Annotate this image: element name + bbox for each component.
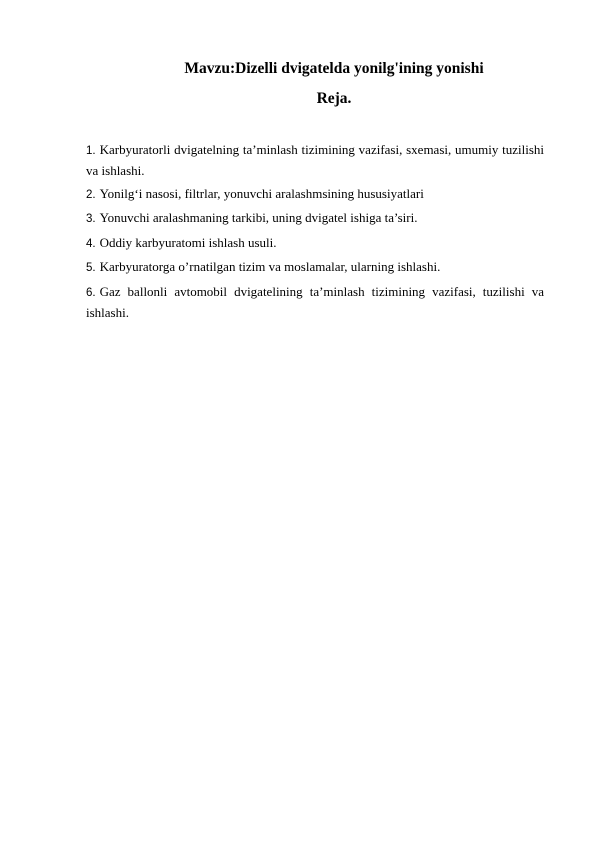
plan-item-number: 4. (86, 237, 96, 250)
plan-item-number: 3. (86, 213, 96, 225)
document-title: Mavzu:Dizelli dvigatelda yonilg'ining yonishi (184, 60, 484, 77)
plan-list (86, 140, 544, 325)
plan-item (86, 140, 544, 180)
plan-item-number: 6. (86, 286, 96, 299)
plan-item (86, 184, 544, 205)
plan-item-text: Oddiy karbyuratomi ishlash usuli. (99, 234, 277, 250)
plan-item-number: 5. (86, 262, 96, 274)
plan-item-number: 2. (86, 188, 96, 201)
plan-item (86, 233, 544, 254)
plan-item-text: Karbyuratorli dvigatelning ta’minlash tizimining vazifasi, sxemasi, umumiy tuzilishi va ishlashi. (86, 142, 544, 178)
plan-item-text: Yonuvchi aralashmaning tarkibi, uning dvigatel ishiga ta’siri. (99, 210, 418, 225)
plan-item-text: Yonilg‘i nasosi, filtrlar, yonuvchi aralashmsining hususiyatlari (99, 185, 424, 201)
plan-item-text: Gaz ballonli avtomobil dvigatelining ta’minlash tizimining vazifasi, tuzilishi va ishlashi. (86, 283, 544, 320)
plan-item-number: 1. (86, 145, 96, 157)
plan-item-text: Karbyuratorga o’rnatilgan tizim va moslamalar, ularning ishlashi. (99, 259, 441, 274)
plan-item (86, 282, 544, 322)
plan-item (86, 257, 544, 278)
plan-item (86, 208, 544, 229)
plan-heading: Reja. (316, 90, 352, 107)
